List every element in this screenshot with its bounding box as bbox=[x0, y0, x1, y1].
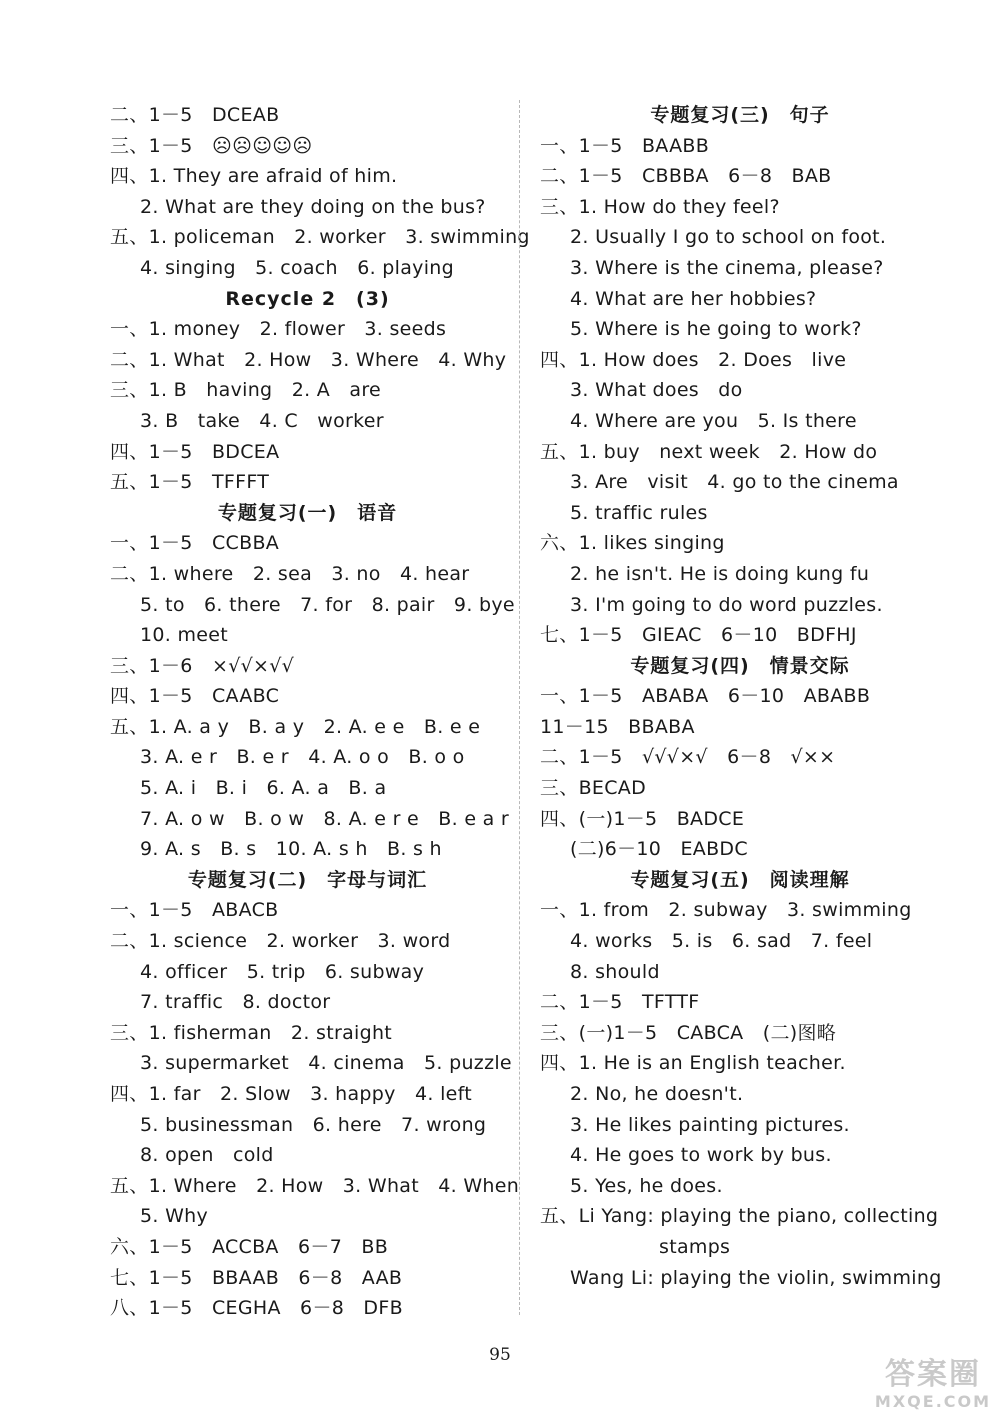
answer-line: 4. singing 5. coach 6. playing bbox=[140, 256, 454, 279]
section-heading: 专题复习(一) 语音 bbox=[217, 501, 398, 524]
answer-line: 四、1. How does 2. Does live bbox=[540, 348, 847, 371]
answer-line: 3. He likes painting pictures. bbox=[570, 1113, 850, 1136]
answer-line: 三、1. How do they feel? bbox=[540, 195, 780, 218]
section-heading: Recycle 2 (3) bbox=[225, 287, 390, 310]
answer-line: 7. A. o w B. o w 8. A. e r e B. e a r bbox=[140, 807, 510, 830]
answer-line: 三、1－5 ☹☹☺☺☹ bbox=[110, 134, 313, 157]
answer-line: 二、1. where 2. sea 3. no 4. hear bbox=[110, 562, 470, 585]
answer-line: 四、1. They are afraid of him. bbox=[110, 165, 398, 188]
answer-line: 二、1. What 2. How 3. Where 4. Why bbox=[110, 348, 507, 371]
answer-line: 三、(一)1－5 CABCA (二)图略 bbox=[540, 1021, 837, 1044]
answer-line: 六、1－5 ACCBA 6－7 BB bbox=[110, 1235, 389, 1258]
answer-line: 三、1－6 ×√√×√√ bbox=[110, 654, 295, 677]
section-heading: 专题复习(二) 字母与词汇 bbox=[187, 868, 428, 891]
answer-line: 5. traffic rules bbox=[570, 501, 708, 524]
answer-line: 4. What are her hobbies? bbox=[570, 287, 817, 310]
answer-line: 一、1－5 ABABA 6－10 ABABB bbox=[540, 685, 871, 708]
section-heading: 专题复习(三) 句子 bbox=[650, 104, 830, 126]
section-heading: 专题复习(五) 阅读理解 bbox=[630, 868, 850, 891]
answer-line: 7. traffic 8. doctor bbox=[140, 991, 331, 1014]
answer-line: 四、1－5 CAABC bbox=[110, 685, 280, 708]
answer-line: 五、1－5 TFFFT bbox=[110, 471, 270, 494]
answer-line: 七、1－5 BBAAB 6－8 AAB bbox=[110, 1266, 403, 1289]
answer-line: 二、1－5 TFTTF bbox=[540, 991, 700, 1014]
answer-line: 2. he isn't. He is doing kung fu bbox=[570, 562, 870, 585]
left-answer-column bbox=[110, 100, 530, 1324]
answer-line: 五、1. A. a y B. a y 2. A. e e B. e e bbox=[110, 715, 481, 738]
answer-line: 5. Why bbox=[140, 1205, 209, 1228]
answer-line: 二、1－5 √√√×√ 6－8 √×× bbox=[540, 746, 836, 769]
answer-line: 4. officer 5. trip 6. subway bbox=[140, 960, 425, 983]
answer-line: 3. A. e r B. e r 4. A. o o B. o o bbox=[140, 746, 465, 769]
answer-line: 2. What are they doing on the bus? bbox=[140, 195, 486, 218]
answer-line: 5. Yes, he does. bbox=[570, 1174, 723, 1197]
column-divider bbox=[519, 100, 520, 1315]
answer-line: Wang Li: playing the violin, swimming bbox=[570, 1266, 942, 1289]
answer-line: 9. A. s B. s 10. A. s h B. s h bbox=[140, 838, 442, 861]
answer-line: 三、BECAD bbox=[540, 777, 647, 800]
answer-line: 二、1－5 CBBBA 6－8 BAB bbox=[540, 165, 832, 188]
watermark-domain: MXQE.COM bbox=[874, 1392, 992, 1411]
answer-line: 3. Where is the cinema, please? bbox=[570, 256, 884, 279]
answer-line: 10. meet bbox=[140, 624, 228, 647]
answer-line: 2. No, he doesn't. bbox=[570, 1083, 744, 1105]
answer-line: 3. I'm going to do word puzzles. bbox=[570, 593, 883, 616]
answer-line: 四、1－5 BDCEA bbox=[110, 440, 280, 463]
answer-line: 5. businessman 6. here 7. wrong bbox=[140, 1113, 487, 1136]
answer-line: 3. Are visit 4. go to the cinema bbox=[570, 471, 899, 494]
answer-line: (二)6－10 EABDC bbox=[570, 838, 748, 861]
answer-line: 四、1. far 2. Slow 3. happy 4. left bbox=[110, 1083, 473, 1105]
answer-line: 8. open cold bbox=[140, 1144, 274, 1167]
answer-line: 4. He goes to work by bus. bbox=[570, 1144, 832, 1167]
answer-line: 3. B take 4. C worker bbox=[140, 409, 384, 432]
answer-line: 3. supermarket 4. cinema 5. puzzle bbox=[140, 1052, 512, 1075]
answer-line: 五、1. buy next week 2. How do bbox=[540, 440, 878, 463]
answer-line: 一、1－5 BAABB bbox=[540, 134, 710, 157]
answer-line: 5. Where is he going to work? bbox=[570, 318, 862, 341]
answer-line: 2. Usually I go to school on foot. bbox=[570, 226, 887, 249]
answer-line: 六、1. likes singing bbox=[540, 532, 725, 555]
watermark-text: 答案圈 bbox=[885, 1357, 981, 1392]
answer-line: 5. A. i B. i 6. A. a B. a bbox=[140, 777, 387, 800]
answer-line: 二、1. science 2. worker 3. word bbox=[110, 930, 451, 953]
answer-line: 七、1－5 GIEAC 6－10 BDFHJ bbox=[540, 624, 857, 647]
answer-line: 三、1. fisherman 2. straight bbox=[110, 1021, 393, 1044]
answer-line: 一、1－5 CCBBA bbox=[110, 532, 280, 555]
page-number: 95 bbox=[489, 1345, 511, 1365]
answer-line: 5. to 6. there 7. for 8. pair 9. bye bbox=[140, 593, 515, 616]
right-answer-column bbox=[540, 100, 940, 1293]
answer-line: 四、1. He is an English teacher. bbox=[540, 1052, 846, 1075]
answer-line: 4. works 5. is 6. sad 7. feel bbox=[570, 930, 873, 953]
answer-line: 3. What does do bbox=[570, 379, 743, 402]
answer-line: 4. Where are you 5. Is there bbox=[570, 409, 857, 432]
answer-line: 三、1. B having 2. A are bbox=[110, 379, 382, 402]
watermark-logo bbox=[874, 1358, 992, 1416]
answer-line: stamps bbox=[659, 1235, 731, 1258]
answer-line: 二、1－5 DCEAB bbox=[110, 104, 280, 126]
answer-line: 五、1. Where 2. How 3. What 4. When bbox=[110, 1174, 520, 1197]
answer-line: 一、1. from 2. subway 3. swimming bbox=[540, 899, 912, 922]
answer-line: 11－15 BBABA bbox=[540, 715, 695, 738]
answer-line: 五、1. policeman 2. worker 3. swimming bbox=[110, 226, 530, 249]
answer-line: 八、1－5 CEGHA 6－8 DFB bbox=[110, 1297, 403, 1320]
answer-line: 一、1. money 2. flower 3. seeds bbox=[110, 318, 447, 341]
answer-line: 四、(一)1－5 BADCE bbox=[540, 807, 745, 830]
section-heading: 专题复习(四) 情景交际 bbox=[630, 654, 850, 677]
answer-line: 五、Li Yang: playing the piano, collecting bbox=[540, 1205, 939, 1228]
answer-line: 一、1－5 ABACB bbox=[110, 899, 279, 922]
answer-line: 8. should bbox=[570, 960, 660, 983]
